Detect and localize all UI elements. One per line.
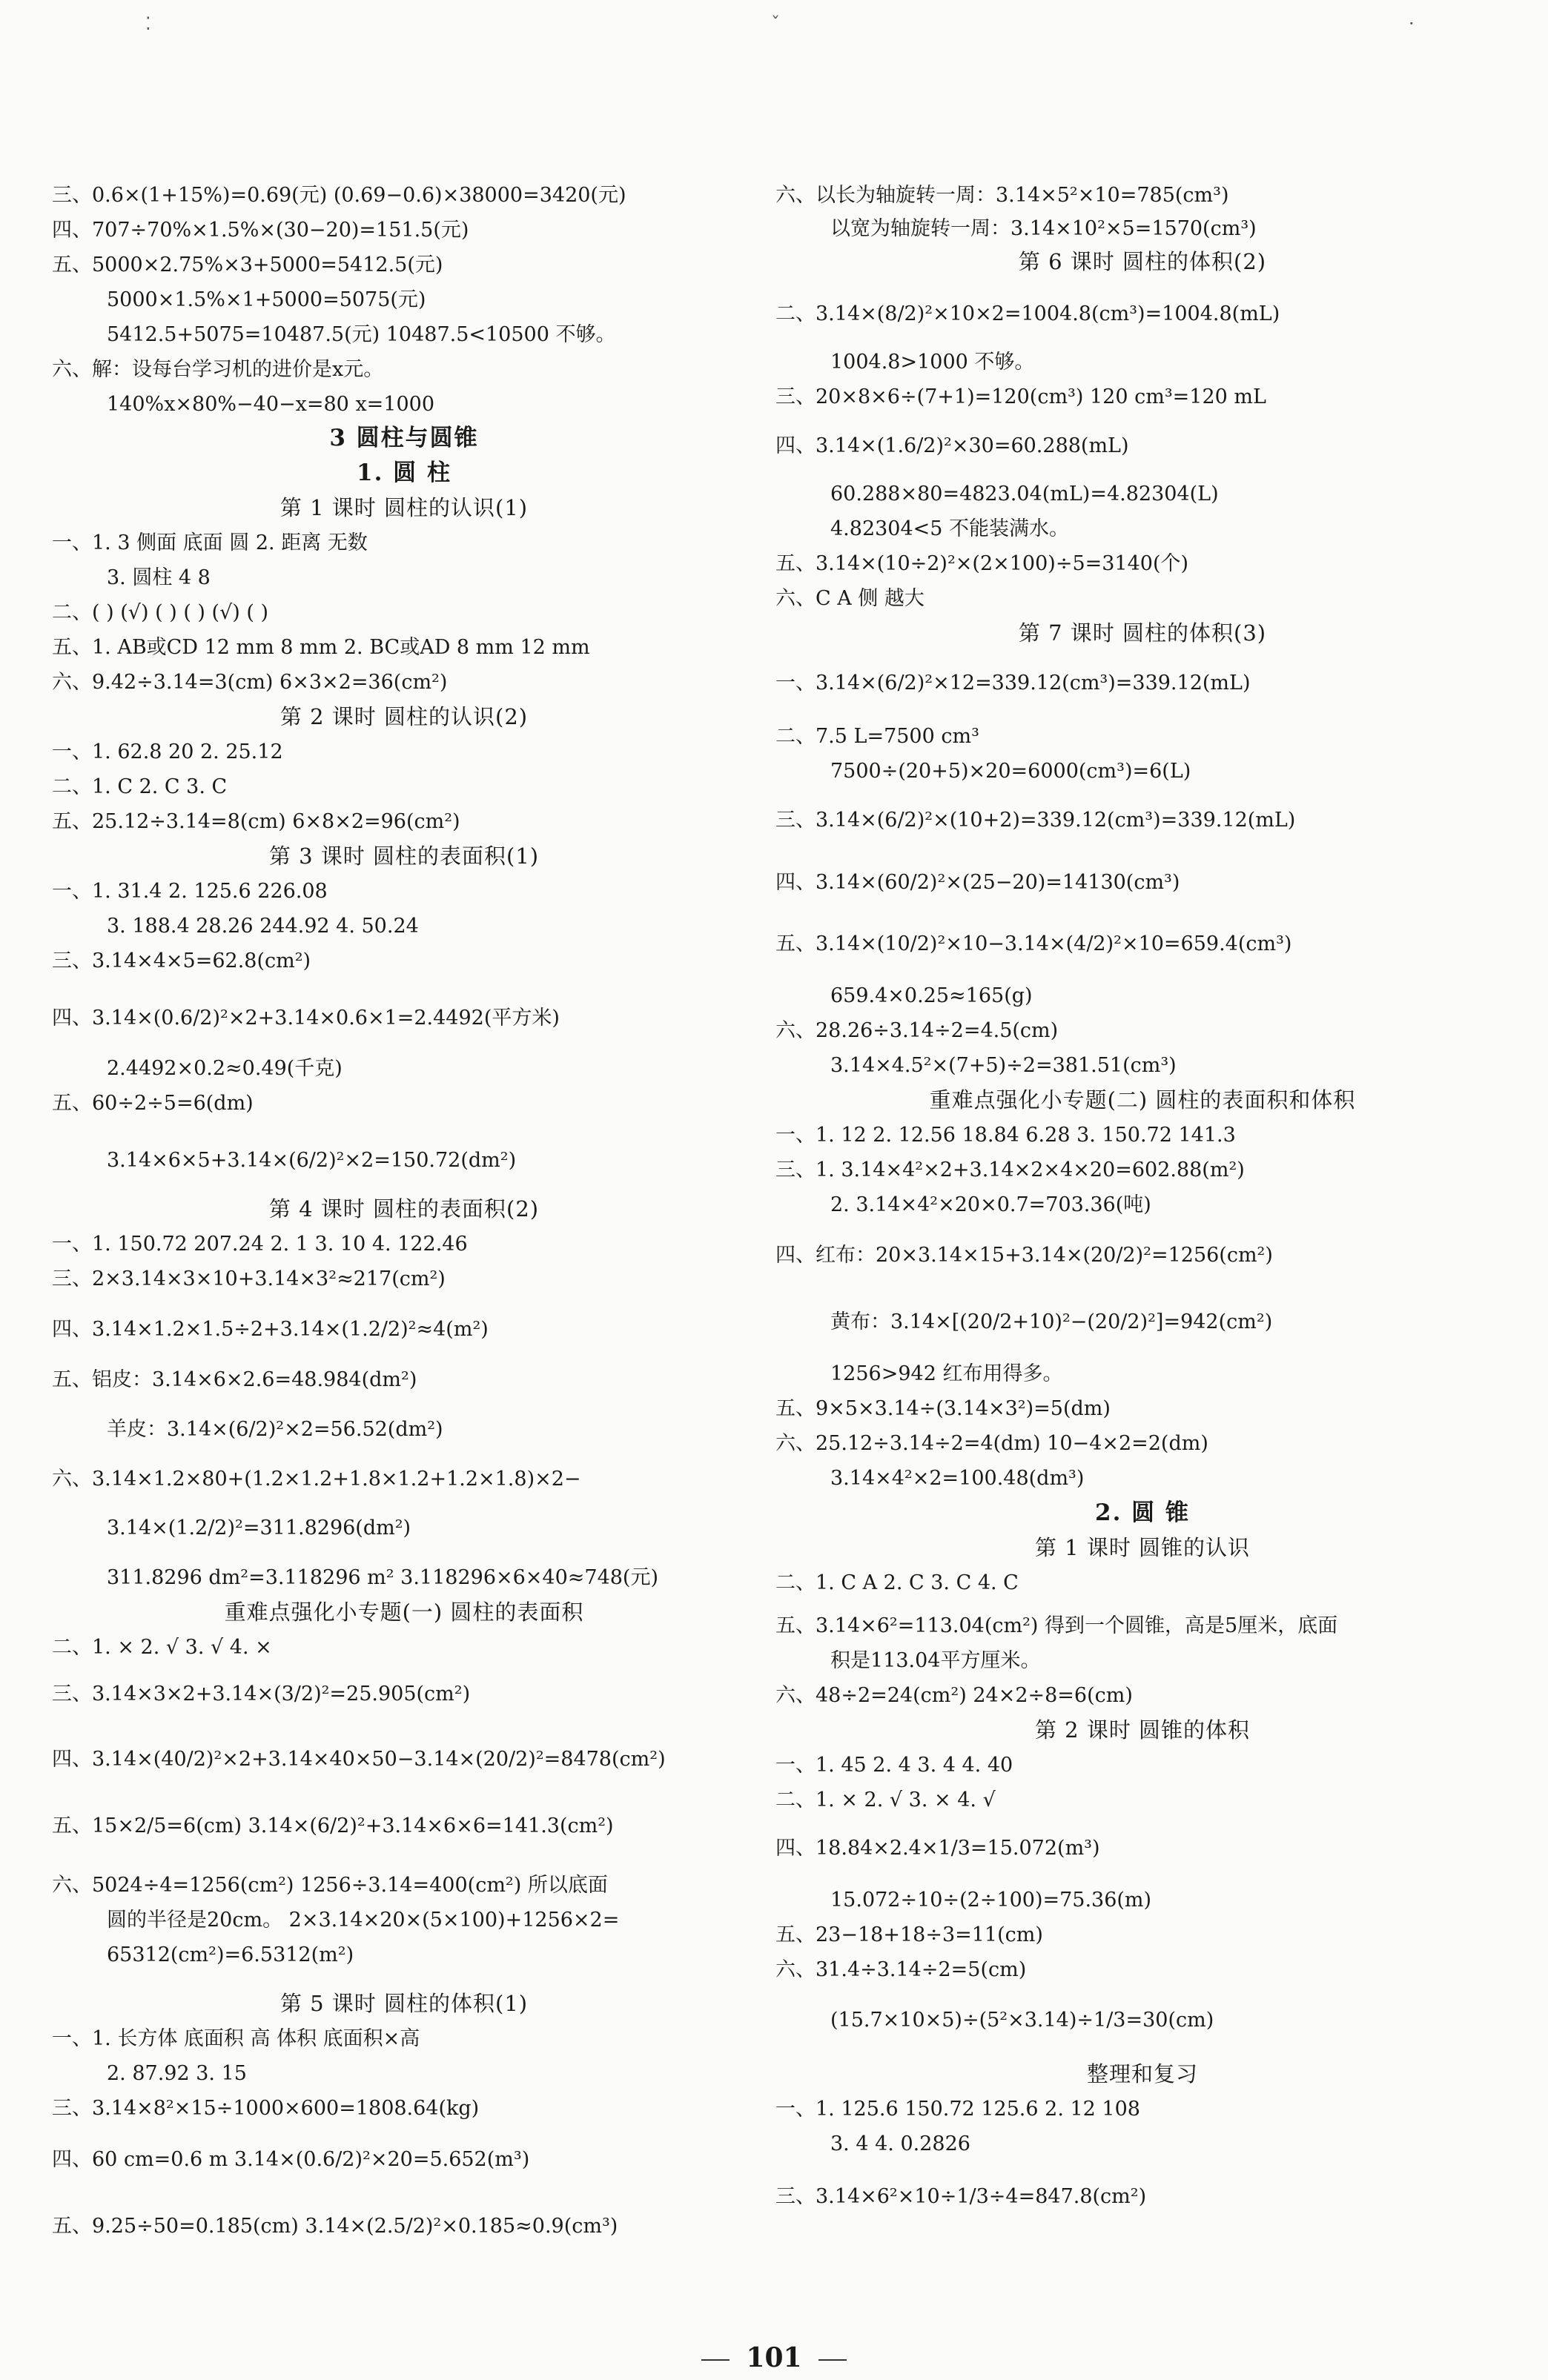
- answer-line: 一、1. 45 2. 4 3. 4 4. 40: [775, 1754, 1013, 1777]
- lesson-title: 第 1 课时 圆锥的认识: [1034, 1535, 1251, 1560]
- answer-line: 三、3.14×8²×15÷1000×600=1808.64(kg): [52, 2097, 480, 2120]
- answer-line: 三、3.14×3×2+3.14×(3/2)²=25.905(cm²): [52, 1683, 471, 1706]
- answer-line: 3. 4 4. 0.2826: [830, 2132, 970, 2155]
- answer-line: 三、3.14×(6/2)²×(10+2)=339.12(cm³)=339.12(mL): [775, 809, 1296, 832]
- answer-line: 一、1. 12 2. 12.56 18.84 6.28 3. 150.72 141.3: [775, 1124, 1236, 1147]
- answer-line: 15.072÷10÷(2÷100)=75.36(m): [830, 1889, 1152, 1912]
- answer-line: 五、9×5×3.14÷(3.14×3²)=5(dm): [775, 1397, 1111, 1420]
- answer-line: 1004.8>1000 不够。: [830, 351, 1035, 374]
- answer-line: 五、3.14×(10/2)²×10−3.14×(4/2)²×10=659.4(cm³): [775, 932, 1292, 955]
- answer-line: 三、2×3.14×3×10+3.14×3²≈217(cm²): [52, 1267, 446, 1290]
- answer-line: 五、23−18+18÷3=11(cm): [775, 1923, 1043, 1946]
- answer-line: 六、31.4÷3.14÷2=5(cm): [775, 1958, 1027, 1981]
- answer-line: 140%x×80%−40−x=80 x=1000: [107, 393, 435, 416]
- answer-line: 六、28.26÷3.14÷2=4.5(cm): [775, 1019, 1059, 1042]
- scan-mark: ⁚: [145, 13, 151, 34]
- answer-line: 三、20×8×6÷(7+1)=120(cm³) 120 cm³=120 mL: [775, 385, 1266, 408]
- answer-line: 659.4×0.25≈165(g): [830, 984, 1033, 1007]
- answer-line: 四、3.14×1.2×1.5÷2+3.14×(1.2/2)²≈4(m²): [52, 1318, 489, 1341]
- answer-line: 7500÷(20+5)×20=6000(cm³)=6(L): [830, 760, 1191, 783]
- answer-line: 羊皮：3.14×(6/2)²×2=56.52(dm²): [107, 1418, 443, 1441]
- answer-line: 一、1. 125.6 150.72 125.6 2. 12 108: [775, 2098, 1140, 2121]
- answer-line: 一、1. 31.4 2. 125.6 226.08: [52, 880, 328, 903]
- answer-line: 二、1. × 2. √ 3. √ 4. ×: [52, 1636, 272, 1659]
- answer-line: 3.14×4.5²×(7+5)÷2=381.51(cm³): [830, 1054, 1177, 1077]
- answer-line: 3.14×(1.2/2)²=311.8296(dm²): [107, 1516, 411, 1539]
- answer-line: 积是113.04平方厘米。: [830, 1649, 1041, 1672]
- answer-line: 60.288×80=4823.04(mL)=4.82304(L): [830, 483, 1219, 505]
- section-title: 2. 圆 锥: [1095, 1499, 1190, 1526]
- answer-line: 2. 3.14×4²×20×0.7=703.36(吨): [830, 1193, 1151, 1216]
- answer-line: 65312(cm²)=6.5312(m²): [107, 1943, 354, 1966]
- answer-line: 六、以长为轴旋转一周：3.14×5²×10=785(cm³): [775, 184, 1229, 207]
- answer-line: 三、0.6×(1+15%)=0.69(元) (0.69−0.6)×38000=3420(元): [52, 184, 626, 207]
- answer-line: 1256>942 红布用得多。: [830, 1362, 1063, 1385]
- topic-title: 重难点强化小专题(一) 圆柱的表面积: [224, 1600, 584, 1625]
- answer-line: 一、1. 62.8 20 2. 25.12: [52, 740, 283, 763]
- answer-line: 五、3.14×(10÷2)²×(2×100)÷5=3140(个): [775, 552, 1189, 575]
- answer-line: 四、18.84×2.4×1/3=15.072(m³): [775, 1837, 1100, 1860]
- answer-line: 圆的半径是20cm。 2×3.14×20×(5×100)+1256×2=: [107, 1909, 620, 1932]
- section-title: 1. 圆 柱: [357, 460, 452, 486]
- answer-line: 四、707÷70%×1.5%×(30−20)=151.5(元): [52, 219, 469, 242]
- scan-mark: ˇ: [771, 13, 780, 34]
- answer-line: 五、9.25÷50=0.185(cm) 3.14×(2.5/2)²×0.185≈0.9(cm³): [52, 2215, 618, 2238]
- answer-line: 4.82304<5 不能装满水。: [830, 517, 1070, 540]
- answer-line: 二、1. C 2. C 3. C: [52, 775, 228, 798]
- answer-line: 一、1. 150.72 207.24 2. 1 3. 10 4. 122.46: [52, 1233, 468, 1256]
- answer-line: 2.4492×0.2≈0.49(千克): [107, 1057, 343, 1080]
- answer-line: 四、3.14×(0.6/2)²×2+3.14×0.6×1=2.4492(平方米): [52, 1007, 560, 1030]
- answer-line: 2. 87.92 3. 15: [107, 2062, 247, 2085]
- lesson-title: 第 7 课时 圆柱的体积(3): [1018, 620, 1267, 646]
- answer-line: 五、5000×2.75%×3+5000=5412.5(元): [52, 253, 443, 276]
- answer-line: 黄布：3.14×[(20/2+10)²−(20/2)²]=942(cm²): [830, 1310, 1273, 1333]
- page-number: 101: [0, 2342, 1548, 2373]
- answer-line: 以宽为轴旋转一周：3.14×10²×5=1570(cm³): [830, 217, 1257, 240]
- answer-line: 3.14×6×5+3.14×(6/2)²×2=150.72(dm²): [107, 1149, 517, 1172]
- answer-line: 五、1. AB或CD 12 mm 8 mm 2. BC或AD 8 mm 12 mm: [52, 636, 590, 659]
- answer-line: 六、9.42÷3.14=3(cm) 6×3×2=36(cm²): [52, 671, 448, 694]
- lesson-title: 第 4 课时 圆柱的表面积(2): [268, 1196, 540, 1222]
- answer-line: 四、3.14×(40/2)²×2+3.14×40×50−3.14×(20/2)²=8478(cm²): [52, 1748, 666, 1771]
- lesson-title: 第 2 课时 圆柱的认识(2): [280, 704, 529, 729]
- answer-line: 六、25.12÷3.14÷2=4(dm) 10−4×2=2(dm): [775, 1432, 1208, 1455]
- answer-line: 二、3.14×(8/2)²×10×2=1004.8(cm³)=1004.8(mL): [775, 302, 1280, 325]
- answer-line: 311.8296 dm²=3.118296 m² 3.118296×6×40≈748(元): [107, 1566, 659, 1589]
- answer-line: 五、铝皮：3.14×6×2.6=48.984(dm²): [52, 1368, 417, 1391]
- answer-line: (15.7×10×5)÷(5²×3.14)÷1/3=30(cm): [830, 2009, 1214, 2032]
- answer-line: 四、60 cm=0.6 m 3.14×(0.6/2)²×20=5.652(m³): [52, 2148, 530, 2171]
- review-title: 整理和复习: [1086, 2061, 1198, 2086]
- lesson-title: 第 6 课时 圆柱的体积(2): [1018, 249, 1267, 274]
- answer-line: 二、7.5 L=7500 cm³: [775, 725, 979, 748]
- answer-line: 二、1. × 2. √ 3. × 4. √: [775, 1789, 996, 1811]
- answer-line: 二、1. C A 2. C 3. C 4. C: [775, 1571, 1019, 1594]
- answer-line: 四、3.14×(60/2)²×(25−20)=14130(cm³): [775, 871, 1180, 894]
- answer-line: 三、1. 3.14×4²×2+3.14×2×4×20=602.88(m²): [775, 1158, 1245, 1181]
- answer-line: 六、C A 侧 越大: [775, 587, 924, 610]
- answer-line: 四、红布：20×3.14×15+3.14×(20/2)²=1256(cm²): [775, 1244, 1273, 1267]
- lesson-title: 第 5 课时 圆柱的体积(1): [280, 1991, 529, 2016]
- answer-line: 三、3.14×6²×10÷1/3÷4=847.8(cm²): [775, 2185, 1147, 2208]
- answer-line: 一、1. 长方体 底面积 高 体积 底面积×高: [52, 2027, 420, 2050]
- chapter-title: 3 圆柱与圆锥: [329, 425, 479, 451]
- answer-line: 一、3.14×(6/2)²×12=339.12(cm³)=339.12(mL): [775, 672, 1251, 695]
- lesson-title: 第 3 课时 圆柱的表面积(1): [268, 843, 540, 869]
- scan-mark: ·: [1409, 13, 1415, 34]
- answer-line: 六、解：设每台学习机的进价是x元。: [52, 358, 384, 381]
- answer-line: 六、48÷2=24(cm²) 24×2÷8=6(cm): [775, 1684, 1133, 1707]
- answer-line: 3.14×4²×2=100.48(dm³): [830, 1467, 1085, 1490]
- answer-line: 四、3.14×(1.6/2)²×30=60.288(mL): [775, 434, 1129, 457]
- answer-line: 3. 圆柱 4 8: [107, 566, 211, 589]
- lesson-title: 第 2 课时 圆锥的体积: [1034, 1717, 1251, 1743]
- answer-line: 5412.5+5075=10487.5(元) 10487.5<10500 不够。: [107, 323, 616, 346]
- answer-line: 五、3.14×6²=113.04(cm²) 得到一个圆锥，高是5厘米，底面: [775, 1614, 1338, 1637]
- answer-line: 五、60÷2÷5=6(dm): [52, 1092, 254, 1115]
- topic-title: 重难点强化小专题(二) 圆柱的表面积和体积: [929, 1087, 1356, 1113]
- answer-line: 五、25.12÷3.14=8(cm) 6×8×2=96(cm²): [52, 810, 460, 833]
- answer-line: 5000×1.5%×1+5000=5075(元): [107, 288, 426, 311]
- answer-line: 3. 188.4 28.26 244.92 4. 50.24: [107, 915, 419, 938]
- answer-line: 六、3.14×1.2×80+(1.2×1.2+1.8×1.2+1.2×1.8)×2−: [52, 1468, 581, 1491]
- answer-line: 五、15×2/5=6(cm) 3.14×(6/2)²+3.14×6×6=141.3(cm²): [52, 1814, 614, 1837]
- answer-line: 一、1. 3 侧面 底面 圆 2. 距离 无数: [52, 531, 368, 554]
- answer-line: 六、5024÷4=1256(cm²) 1256÷3.14=400(cm²) 所以底面: [52, 1874, 608, 1897]
- lesson-title: 第 1 课时 圆柱的认识(1): [280, 495, 529, 520]
- answer-line: 三、3.14×4×5=62.8(cm²): [52, 949, 311, 972]
- answer-line: 二、( ) (√) ( ) ( ) (√) ( ): [52, 601, 269, 624]
